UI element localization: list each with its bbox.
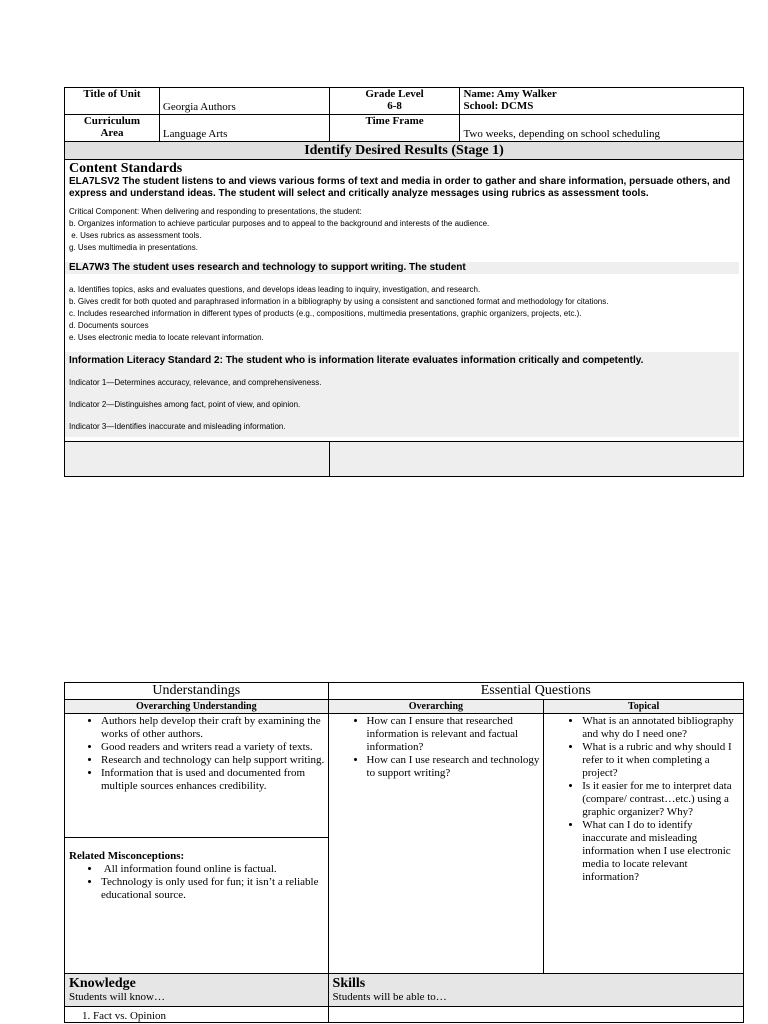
- empty-cell-right: [329, 442, 743, 477]
- subtitle-row: [65, 700, 744, 714]
- overarching-title: Overarching: [328, 700, 544, 714]
- header-row-2: [65, 115, 744, 142]
- skills-title: Skills: [332, 976, 366, 991]
- time-frame-value: Two weeks, depending on school scheduling: [460, 115, 744, 142]
- std2-line: e. Uses electronic media to locate relevant information.: [69, 333, 264, 342]
- stage-title: Identify Desired Results (Stage 1): [65, 142, 744, 160]
- curriculum-area-value: Language Arts: [159, 115, 329, 142]
- title-of-unit-label: Title of Unit: [65, 88, 160, 115]
- knowledge-skills-row: [65, 974, 744, 1007]
- knowledge-list-cell: [65, 1007, 329, 1023]
- curriculum-label: Curriculum: [83, 115, 141, 127]
- understandings-title: Understandings: [65, 683, 329, 700]
- knowledge-title: Knowledge: [69, 976, 136, 991]
- std1-line: b. Organizes information to achieve particular purposes and to appeal to the background and interests of the audience.: [69, 219, 490, 228]
- indicator: Indicator 2—Distinguishes among fact, point of view, and opinion.: [69, 400, 301, 409]
- std2-line: a. Identifies topics, asks and evaluates questions, and develops ideas leading to inquiry, investigation, and research.: [69, 285, 481, 294]
- overarching-understanding-title: Overarching Understanding: [65, 700, 329, 714]
- skills-list-cell: [328, 1007, 743, 1023]
- topical-title: Topical: [544, 700, 744, 714]
- overarching-cell: [328, 714, 544, 974]
- skills-subtitle: Students will be able to…: [332, 991, 447, 1003]
- overarching-questions-list: [329, 715, 544, 780]
- list-item: • Information that is used and documented from multiple sources enhances credibility.: [101, 767, 328, 793]
- std1-line: Critical Component: When delivering and responding to presentations, the student:: [69, 207, 362, 216]
- info-literacy-band: [65, 352, 739, 437]
- list-item: • How can I use research and technology to support writing?: [367, 754, 544, 780]
- content-standards-row: [65, 160, 744, 442]
- section-title-row: [65, 683, 744, 700]
- std1-line: e. Uses rubrics as assessment tools.: [69, 231, 202, 240]
- list-item: • What is a rubric and why should I refer to it when completing a project?: [582, 741, 739, 780]
- time-frame-label: Time Frame: [329, 115, 460, 142]
- list-item: • What can I do to identify inaccurate and misleading information when I use electronic media to locate relevant information?: [582, 819, 739, 884]
- indicator: Indicator 3—Identifies inaccurate and misleading information.: [69, 422, 286, 431]
- grade-level-value: 6-8: [387, 100, 402, 112]
- essential-questions-title: Essential Questions: [328, 683, 743, 700]
- content-row: [65, 714, 744, 974]
- knowledge-list: [65, 1010, 328, 1022]
- understandings-list: [65, 715, 328, 793]
- school-name: School: DCMS: [463, 100, 534, 112]
- knowledge-subtitle: Students will know…: [69, 991, 165, 1003]
- header-row-1: [65, 88, 744, 115]
- unit-plan-table: [64, 87, 744, 477]
- standard-ela7w3: ELA7W3 The student uses research and technology to support writing. The student: [65, 262, 739, 274]
- understandings-table: [64, 682, 744, 1023]
- knowledge-header-cell: [65, 974, 329, 1007]
- list-item: • Is it easier for me to interpret data (compare/ contrast…etc.) using a graphic organizer? Why?: [582, 780, 739, 819]
- list-item: • Authors help develop their craft by examining the works of other authors.: [101, 715, 328, 741]
- std2-line: d. Documents sources: [69, 321, 149, 330]
- content-standards-title: Content Standards: [69, 161, 183, 176]
- understandings-cell: [65, 714, 329, 974]
- info-literacy-standard: Information Literacy Standard 2: The student who is information literate evaluates information critically and competently.: [69, 355, 644, 366]
- area-label: Area: [100, 127, 124, 139]
- teacher-name: Name: Amy Walker: [463, 88, 557, 100]
- misconceptions-title: Related Misconceptions:: [69, 850, 185, 862]
- std2-line: b. Gives credit for both quoted and paraphrased information in a bibliography by using a consistent and sanctioned format and methodology for citations.: [69, 297, 609, 306]
- stage-row: [65, 142, 744, 160]
- content-standards-cell: [65, 160, 744, 442]
- topical-cell: [544, 714, 744, 974]
- knowledge-list-row: [65, 1007, 744, 1023]
- list-item: • How can I ensure that researched information is relevant and factual information?: [367, 715, 544, 754]
- curriculum-area-label-cell: [65, 115, 160, 142]
- list-item: • Technology is only used for fun; it isn’t a reliable educational source.: [101, 876, 328, 902]
- empty-cell-left: [65, 442, 330, 477]
- std2-line: c. Includes researched information in different types of products (e.g., compositions, multimedia presentations, graphic organizers, projects, etc.).: [69, 309, 582, 318]
- understandings-list-box: [65, 714, 328, 838]
- list-item: • All information found online is factual.: [101, 863, 328, 876]
- name-school-cell: [460, 88, 744, 115]
- topical-questions-list: [544, 715, 743, 884]
- skills-header-cell: [328, 974, 743, 1007]
- grade-level-cell: [329, 88, 460, 115]
- std1-line: g. Uses multimedia in presentations.: [69, 243, 198, 252]
- grade-level-label: Grade Level: [365, 88, 424, 100]
- list-item: • Research and technology can help support writing.: [101, 754, 328, 767]
- list-item: 1. Fact vs. Opinion: [93, 1010, 328, 1022]
- list-item: • Good readers and writers read a variety of texts.: [101, 741, 328, 754]
- standard-ela7lsv2: ELA7LSV2 The student listens to and views various forms of text and media in order to gather and share information, persuade others, and express and understand ideas. The student will select and critically analyze messages using rubrics as assessment tools.: [69, 176, 731, 199]
- indicator: Indicator 1—Determines accuracy, relevance, and comprehensiveness.: [69, 378, 322, 387]
- bottom-row: [65, 442, 744, 477]
- title-of-unit-value: Georgia Authors: [159, 88, 329, 115]
- list-item: • What is an annotated bibliography and why do I need one?: [582, 715, 739, 741]
- misconceptions-list: [65, 863, 328, 902]
